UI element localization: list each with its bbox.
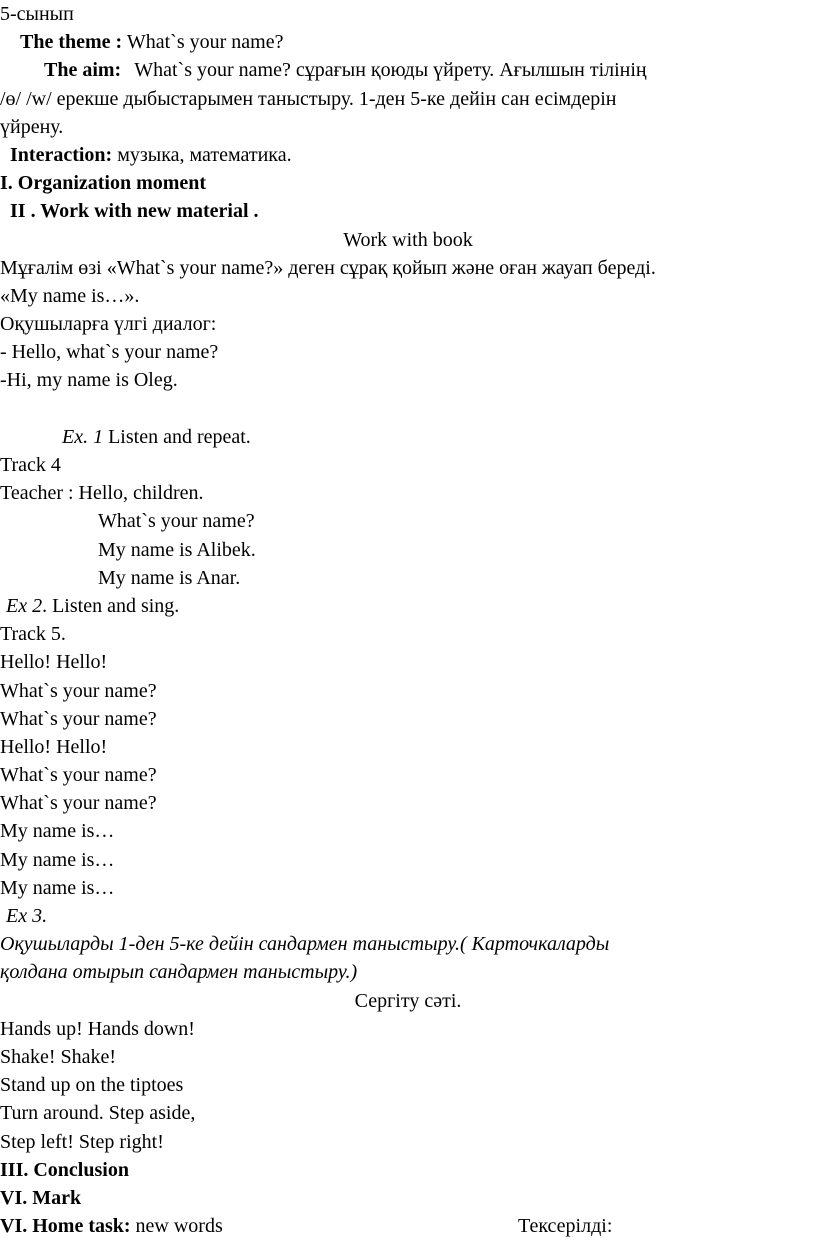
ex1-teacher-line: Teacher : Hello, children. [0,482,204,505]
checked-label: Тексерілді: [518,1215,613,1238]
ex1-line: What`s your name? [98,510,255,533]
warmup-title: Сергіту сәті. [354,989,462,1012]
home-task-row [0,1212,816,1240]
theme-value: What`s your name? [126,31,284,54]
warmup-line: Turn around. Step aside, [0,1102,196,1125]
section-mark: VI. Mark [0,1186,82,1209]
song-line: My name is… [0,876,115,899]
spacer [0,395,816,423]
theme-row [0,28,816,56]
song-line: Hello! Hello! [0,735,108,758]
ex3-label: Ex 3. [6,905,48,927]
song-line: What`s your name? [0,792,157,815]
grade-label: 5-сынып [0,3,74,25]
warmup-line: Step left! Step right! [0,1130,164,1153]
song-line: What`s your name? [0,707,157,730]
interaction-label: Interaction: [10,143,113,166]
interaction-row [0,141,816,169]
song-line: My name is… [0,820,115,843]
section-conclusion: III. Conclusion [0,1158,129,1181]
song-line: What`s your name? [0,764,157,787]
warmup-line: Hands up! Hands down! [0,1017,195,1040]
ex2-text: . Listen and sing. [42,594,180,617]
ex2-heading [0,592,816,620]
ex1-label: Ex. 1 [62,425,104,448]
ex2-label: Ex 2 [6,594,43,617]
warmup-line: Stand up on the tiptoes [0,1074,184,1097]
section-new-material: II . Work with new material . [10,200,259,223]
dialog-line: - Hello, what`s your name? [0,341,219,364]
intro-line-1: Мұғалім өзі «What`s your name?» деген сұрақ қойып және оған жауап береді. [0,256,656,279]
aim-label: The aim: [44,59,122,82]
ex2-track: Track 5. [0,623,66,646]
warmup-line: Shake! Shake! [0,1045,117,1068]
dialog-line: -Hi, my name is Oleg. [0,369,178,392]
aim-value-line2: /ө/ /w/ ерекше дыбыстарымен таныстыру. 1-ден 5-ке дейін сан есімдерін [0,87,617,110]
ex1-text: Listen and repeat. [108,425,251,448]
dialog-title: Оқушыларға үлгі диалог: [0,313,217,336]
aim-value-line3: үйрену. [0,115,64,138]
ex1-line: My name is Anar. [98,566,241,589]
ex3-instruction-line1: Оқушыларды 1-ден 5-ке дейін сандармен таныстыру.( Карточкаларды [0,933,610,956]
song-line: My name is… [0,848,115,871]
home-task-value: new words [135,1215,223,1238]
theme-label: The theme : [20,31,123,54]
ex3-instruction-line2: қолдана отырып сандармен таныстыру.) [0,961,358,984]
song-line: Hello! Hello! [0,651,108,674]
ex1-heading [0,423,816,451]
work-with-book-heading: Work with book [343,228,473,251]
home-task-label: VI. Home task: [0,1215,131,1238]
ex1-line: My name is Alibek. [98,538,256,561]
ex1-track: Track 4 [0,454,61,476]
intro-line-2: «My name is…». [0,284,140,307]
interaction-value: музыка, математика. [117,143,292,166]
section-organization-moment: I. Organization moment [0,172,207,195]
aim-value-line1: What`s your name? сұрағын қоюды үйрету. Ағылшын тілінің [134,59,647,82]
song-line: What`s your name? [0,679,157,702]
aim-row [0,56,816,84]
